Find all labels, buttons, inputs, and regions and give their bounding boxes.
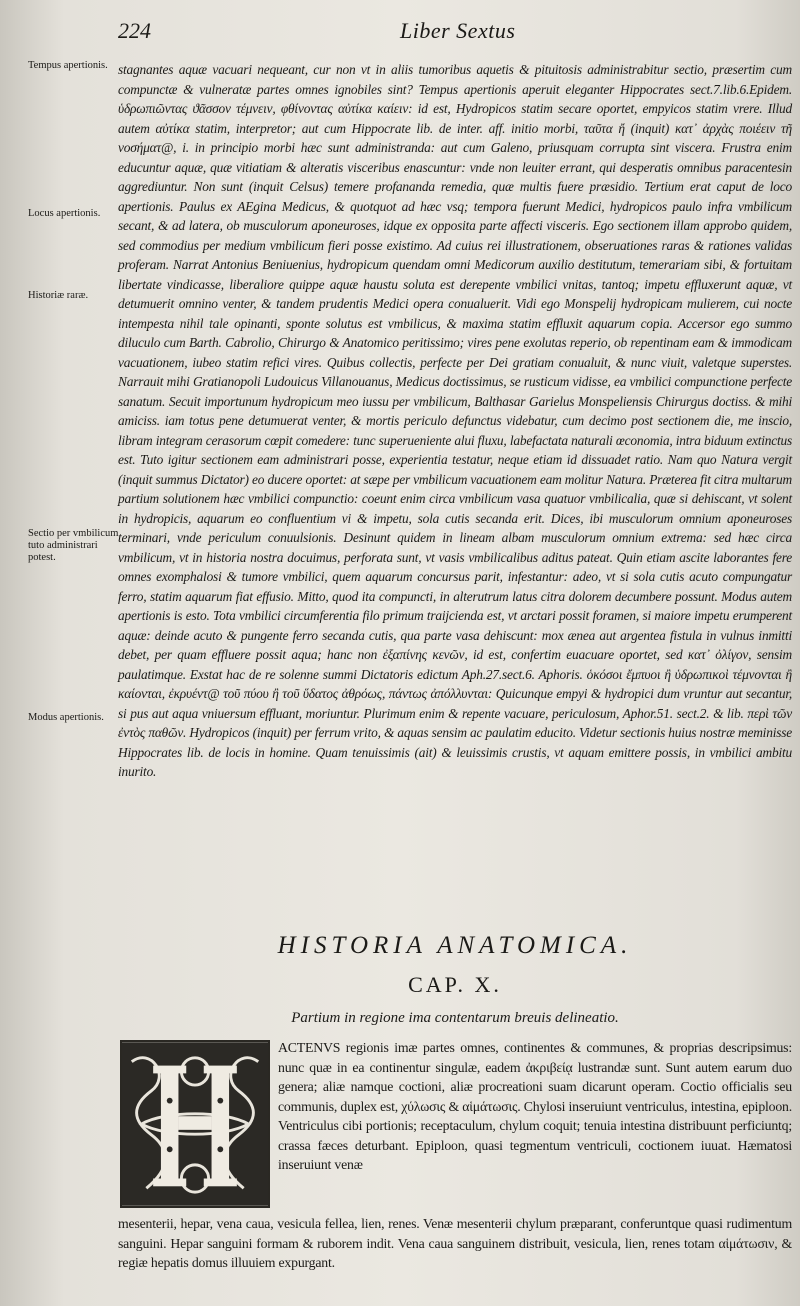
margin-note-sectio: Sectio per vmbilicum tuto administrari potest. [28, 528, 119, 563]
margin-note-locus: Locus apertionis. [28, 208, 101, 219]
section-title: HISTORIA ANATOMICA. [277, 932, 633, 959]
margin-note-historiae: Historiæ raræ. [28, 290, 89, 301]
chapter-heading: CAP. X. [408, 972, 502, 997]
chapter-text-continued: mesenterii, hepar, vena caua, vesicula fellea, lien, renes. Venæ mesenterii chylum præparant, conferuntque quasi rudimentum sanguini. Hepar sanguini formam & ruborem indit. Vena caua sanguinem distribuit, vesicula, lien, renes totam αἱμάτωσιν, & regiæ hepatis domus illuuiem expurgant. [118, 1216, 792, 1270]
running-title: Liber Sextus [400, 18, 516, 43]
body-text: stagnantes aquæ vacuari nequeant, cur non vt in aliis tumoribus aquetis & pituitosis administrabitur sectio, præsertim cum compunctæ & vulneratæ partes omnes ignobiles sint? Tempus apertionis aperuit eleganter Hippocrates sect.7.lib.6.Epidem. ὑδρωπιῶντας ϑᾶσσον τέμνειν, φθίνοντας αὐτίκα καίειν: id est, Hydropicos statim secare oportet, empyicos statim vrere. Illud autem αὐτίκα statim, interpretor; aut cum Hippocrate lib. de inter. aff. initio morbi, ταῦτα ἤ (inquit) κατ᾽ ἀρχὰς ποιέειν τῆ νοσήματ@, i. in principio morbi hæc sunt administranda: aut cum Galeno, priusquam corrupta sint viscera. Frustra enim educuntur aquæ, quæ vitiatiam & alteratis visceribus enascuntur: vnde non leuiter errant, qui desperatis omnibus paracentesin aggrediuntur. Non sunt (inquit Celsus) temere profananda remedia, quæ multis fuere præsidio. Tertium erat caput de loco apertionis. Paulus ex AEgina Medicus, & quotquot ad hæc vsq; tempora fuerunt Medici, hydropicos paulo infra vmbilicum secant, & ad latera, ob musculorum aponeuroses, idque ex opposita parte affecti visceris. Ego sectionem illam approbo quidem, sed commodius per medium vmbilicum fieri posse existimo. Ad cuius rei illustrationem, obseruationes raras & rationes validas proferam. Narrat Antonius Beniuenius, hydropicum quendam omni Medicorum auxilio destitutum, temerariam sibi, & fortuitam libertate vindicasse, liberaliore quippe aquæ haustu soluta est derepente vmbilici vnitas, tantoq; impetu effluxerunt aquæ, vt detumuerit omnino venter, & tandem prudentis Medici opera conualuerit. Vidi ego Monspelij hydropicam mulierem, cui nocte intempesta nihil tale opinanti, sponte solutus est vmbilicus, & maxima statim effluxit aquarum copia. Accersor ego summo diluculo cum Barth. Cabrolio, Chirurgo & Anatomico peritissimo; vires pene exolutas reperio, ob repentinam eam & immodicam vacuationem, iubeo statim refici vires. Quibus collectis, perfecte per Dei gratiam conualuit, & nunc viuit, valetque superstes. Narrauit mihi Gratianopoli Ludouicus Villanouanus, Medicus doctissimus, se rusticum vidisse, ea vmbilici compunctione perfecte sanatum. Secuit importunum hydropicum meo iussu per vmbilicum, Balthasar Garielus Monspeliensis Chirurgus doctiss. & mihi amiciss. iam totus pene detumuerat venter, & mortis periculo defunctus videbatur, cum decimo post sectionem die, me inscio, libram integram cerasorum cœpit comedere: tunc superueniente alui fluxu, labefactata naturali œconomia, intra biduum extinctus est. Tuto igitur sectionem eam administrari posse, experientia testatur, neque etiam id dissuadet ratio. Nam quo Natura vergit (inquit summus Dictator) eo ducere oportet: at sæpe per vmbilicum vacuationem eam molitur Natura. Præterea fit citra multarum partium solutionem hæc vmbilici compunctio: coeunt enim circa vmbilicum vasa quatuor vmbilicalia, quæ si dehiscant, vt solent in hydropicis, aquarum eo confluentium vi & impetu, sola cutis secanda erit. Dices, ibi musculorum omnium aponeuroses terminari, vnde periculum conuulsionis. Desinunt quidem in lineam albam musculorum omnium extrema: sed hæc circa vmbilicum, vt in historia nostra docuimus, perforata sunt, vt vasis vmbilicalibus aditus pateat. Quin etiam ascite laborantes fere omnes exomphalosi & tumore vmbilici, quem aquarum concursus parit, infestantur: adeo, vt si sola cutis acuto compungatur ferro, statim aquarum fiat effusio. Mitto, quod ita compuncti, in alterutrum latus citra dolorem decumbere possunt. Modus autem apertionis is esto. Tota vmbilici circumferentia filo primum traijcienda est, vt arctari possit foramen, si maiore impetu erumperent aquæ: deinde acuto & pungente ferro secanda cutis, qua parte vasa dehiscunt: mox ænea aut argentea fistula in vulnus inmitti debet, per quam effluere possit aqua; hanc non ἐξαπίνης κενῶν, id est, confertim euacuare oportet, sed κατ᾽ ὀλίγον, sensim paulatimque. Exstat hac de re solenne summi Dictatoris edictum Aph.27.sect.6. Aphoris. ὁκόσοι ἔμπυοι ἢ ὑδρωπικοὶ τέμνονται ἢ καίονται, ἐκρυέντ@ τοῦ πύου ἢ τοῦ ὕδατος ἀθρόως, πάντως ἀπόλλυνται: Quicunque empyi & hydropici dum vruntur aut secantur, si pus aut aqua vniuersum effluant, moriuntur. Plurimum enim & repente vacuare, periculosum, Aphor.51. sect.2. & lib. περὶ τῶν ἐντὸς παθῶν. Hydropicos (inquit) per ferrum vrito, & aquas sensim ac paulatim educito. Videtur sectionis huius nostræ meminisse Hippocrates lib. de locis in homine. Quam tenuissimis (ait) & leuissimis crustis, vt aquam emittere possis, in vmbilici ambitu inurito. [118, 62, 792, 779]
ornamental-initial-icon [122, 1042, 268, 1206]
margin-note-tempus: Tempus apertionis. [28, 60, 108, 71]
chapter-subtitle: Partium in regione ima contentarum breuis delineatio. [291, 1010, 619, 1026]
page-header [118, 18, 588, 48]
page-number: 224 [118, 18, 151, 43]
chapter-text-first: ACTENVS regionis imæ partes omnes, continentes & communes, & proprias descripsimus: nunc quæ in ea continentur singulæ, eadem ἀκριβείᾳ lustrandæ sunt. Sunt autem earum duo genera; aliæ namque coctioni, aliæ procreationi suam dicarunt operam. Coctio officialis seu communis, duplex est, χύλωσις & αἱμάτωσις. Chylosi inseruiunt ventriculus, intestina, epiploon. Ventriculus cibi portionis; receptaculum, chylum coquit; tenuia intestina distribuunt perficiuntq; crassa fæces deturbant. Epiploon, quasi tegmentum ventriculi, coctionem iuuat. Hæmatosi inseruiunt venæ [278, 1040, 792, 1172]
margin-note-modus: Modus apertionis. [28, 712, 104, 723]
decorated-initial-h [120, 1040, 270, 1208]
